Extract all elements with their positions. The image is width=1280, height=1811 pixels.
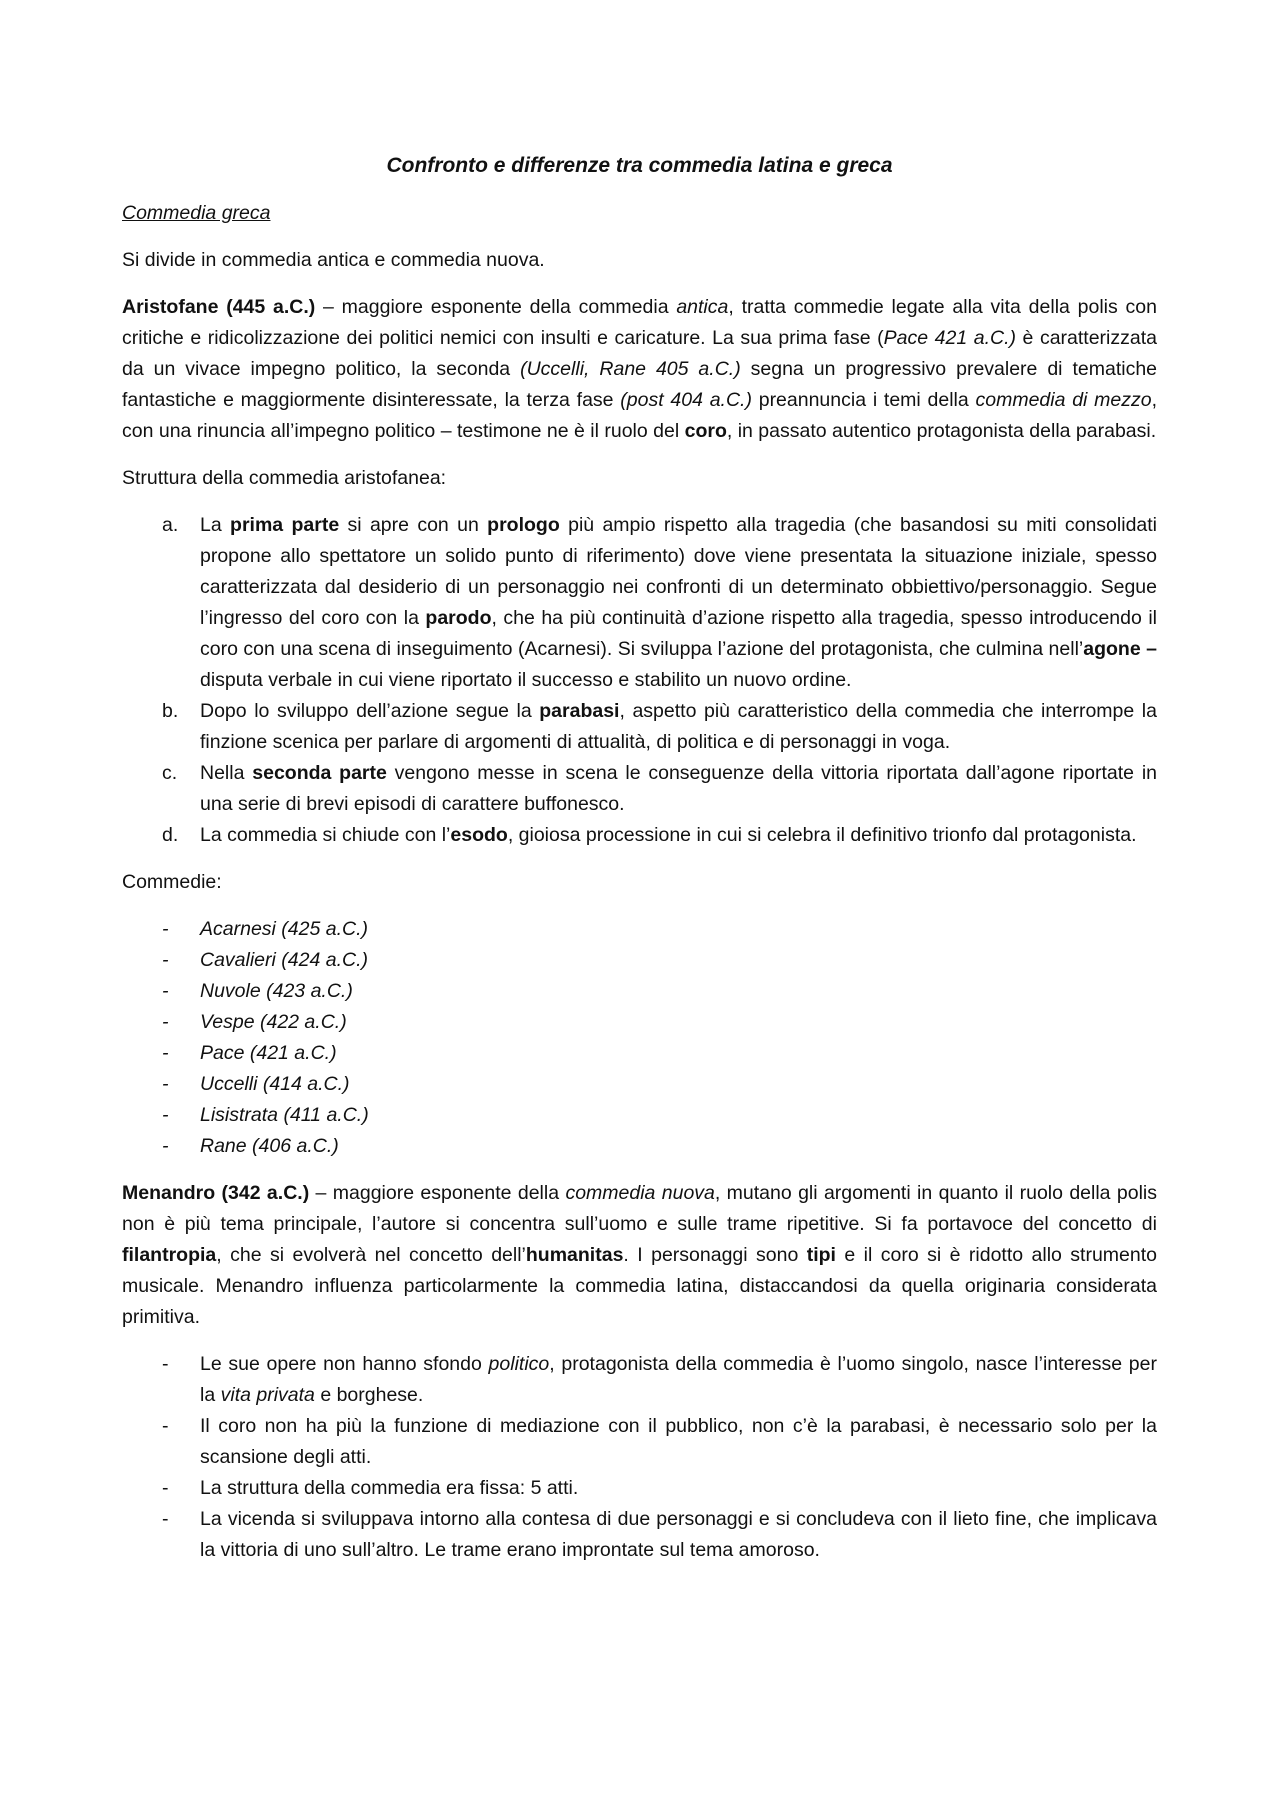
- list-item: - Le sue opere non hanno sfondo politico, protagonista della commedia è l’uomo singolo, nasce l’interesse per la vita privata e borghese.: [122, 1349, 1157, 1411]
- document-page: [122, 150, 1157, 1582]
- dash-marker: -: [162, 1073, 169, 1095]
- dash-marker: -: [162, 1353, 169, 1375]
- section-heading: Commedia greca: [122, 202, 271, 224]
- dash-marker: -: [162, 949, 169, 971]
- dash-marker: -: [162, 1135, 169, 1157]
- dash-marker: -: [162, 1104, 169, 1126]
- dash-marker: -: [162, 1508, 169, 1530]
- list-marker: a.: [162, 514, 179, 536]
- list-item: - Uccelli (414 a.C.): [122, 1069, 1157, 1100]
- dash-marker: -: [162, 1477, 169, 1499]
- page-title: Confronto e differenze tra commedia latina e greca: [386, 154, 893, 177]
- list-marker: d.: [162, 824, 179, 846]
- list-item: - Pace (421 a.C.): [122, 1038, 1157, 1069]
- list-marker: b.: [162, 700, 179, 722]
- list-item: - La vicenda si sviluppava intorno alla contesa di due personaggi e si concludeva con il lieto fine, che implicava la vittoria di uno sull’altro. Le trame erano improntate sul tema amoroso.: [122, 1504, 1157, 1566]
- list-item: - Nuvole (423 a.C.): [122, 976, 1157, 1007]
- list-marker: c.: [162, 762, 178, 784]
- list-item: - Il coro non ha più la funzione di mediazione con il pubblico, non c’è la parabasi, è necessario solo per la scansione degli atti.: [122, 1411, 1157, 1473]
- works-list: [122, 914, 1157, 1162]
- list-item: b. Dopo lo sviluppo dell’azione segue la parabasi, aspetto più caratteristico della commedia che interrompe la finzione scenica per parlare di argomenti di attualità, di politica e di personaggi in voga.: [122, 696, 1157, 758]
- list-item: - Cavalieri (424 a.C.): [122, 945, 1157, 976]
- features-list: [122, 1349, 1157, 1566]
- list-item: - Lisistrata (411 a.C.): [122, 1100, 1157, 1131]
- list-item: - Rane (406 a.C.): [122, 1131, 1157, 1162]
- list-item: - La struttura della commedia era fissa: 5 atti.: [122, 1473, 1157, 1504]
- list-item: d. La commedia si chiude con l’esodo, gioiosa processione in cui si celebra il definitivo trionfo dal protagonista.: [122, 820, 1157, 851]
- list-item: a. La prima parte si apre con un prologo più ampio rispetto alla tragedia (che basandosi su miti consolidati propone allo spettatore un solido punto di riferimento) dove viene presentata la situazione iniziale, spesso caratterizzata dal desiderio di un personaggio nei confronti di un determinato obbiettivo/personaggio. Segue l’ingresso del coro con la parodo, che ha più continuità d’azione rispetto alla tragedia, spesso introducendo il coro con una scena di inseguimento (Acarnesi). Si sviluppa l’azione del protagonista, che culmina nell’agone – disputa verbale in cui viene riportato il successo e stabilito un nuovo ordine.: [122, 510, 1157, 696]
- menandro-paragraph: Menandro (342 a.C.) – maggiore esponente della commedia nuova, mutano gli argomenti in quanto il ruolo della polis non è più tema principale, l’autore si concentra sull’uomo e sulle trame ripetitive. Si fa portavoce del concetto di filantropia, che si evolverà nel concetto dell’humanitas. I personaggi sono tipi e il coro si è ridotto allo strumento musicale. Menandro influenza particolarmente la commedia latina, distaccandosi da quella originaria considerata primitiva.: [122, 1182, 1158, 1328]
- list-item: - Acarnesi (425 a.C.): [122, 914, 1157, 945]
- works-intro: Commedie:: [122, 871, 222, 893]
- list-item: - Vespe (422 a.C.): [122, 1007, 1157, 1038]
- dash-marker: -: [162, 1042, 169, 1064]
- intro-paragraph: Si divide in commedia antica e commedia nuova.: [122, 249, 545, 271]
- aristofane-name: Aristofane (445 a.C.): [122, 296, 316, 318]
- structure-intro: Struttura della commedia aristofanea:: [122, 467, 447, 489]
- dash-marker: -: [162, 1415, 169, 1437]
- dash-marker: -: [162, 980, 169, 1002]
- structure-list: [122, 510, 1157, 851]
- menandro-name: Menandro (342 a.C.): [122, 1182, 310, 1204]
- dash-marker: -: [162, 1011, 169, 1033]
- list-item: c. Nella seconda parte vengono messe in scena le conseguenze della vittoria riportata dall’agone riportate in una serie di brevi episodi di carattere buffonesco.: [122, 758, 1157, 820]
- aristofane-paragraph: Aristofane (445 a.C.) – maggiore esponente della commedia antica, tratta commedie legate alla vita della polis con critiche e ridicolizzazione dei politici nemici con insulti e caricature. La sua prima fase (Pace 421 a.C.) è caratterizzata da un vivace impegno politico, la seconda (Uccelli, Rane 405 a.C.) segna un progressivo prevalere di tematiche fantastiche e maggiormente disinteressate, la terza fase (post 404 a.C.) preannuncia i temi della commedia di mezzo, con una rinuncia all’impegno politico – testimone ne è il ruolo del coro, in passato autentico protagonista della parabasi.: [122, 296, 1158, 442]
- dash-marker: -: [162, 918, 169, 940]
